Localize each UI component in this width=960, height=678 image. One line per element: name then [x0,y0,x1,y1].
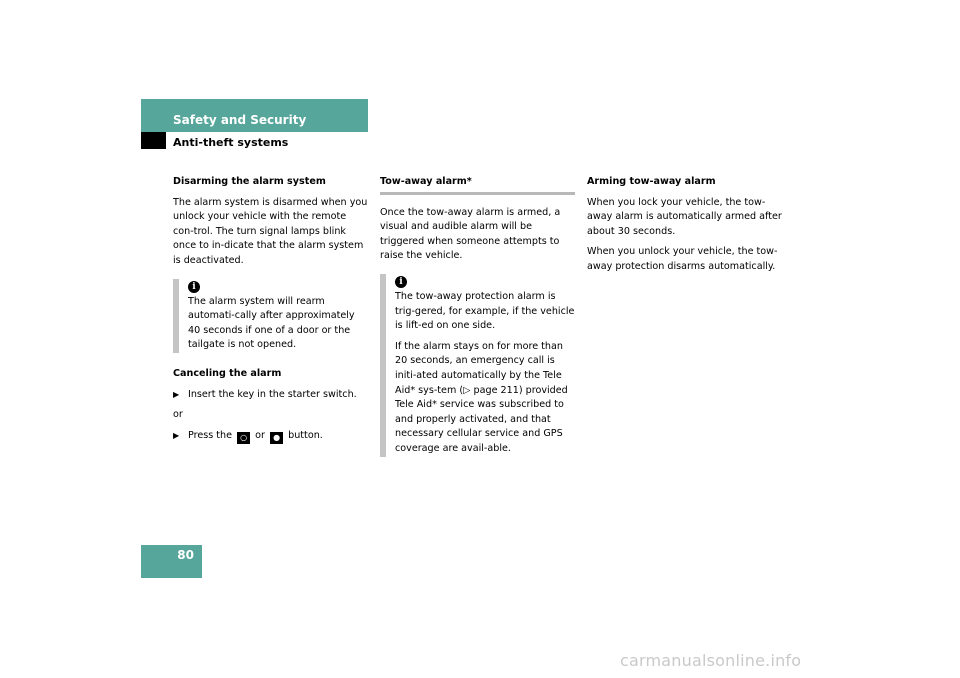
para-arming-1: When you lock your vehicle, the tow-away alarm is automatically armed after about 30 seconds. [587,196,782,237]
list-item [173,429,368,444]
para-tow-away: Once the tow-away alarm is armed, a visual and audible alarm will be triggered when someone attempts to raise the vehicle. [380,206,561,262]
bullet-mid: or [255,429,265,441]
note-text: The tow-away protection alarm is trig-gered, for example, if the vehicle is lift-ed on one side. [395,290,575,332]
note-bar [380,274,386,457]
info-note [173,279,368,353]
heading-canceling: Canceling the alarm [173,367,282,379]
bullet-text: Insert the key in the starter switch. [188,388,357,400]
bullet-prefix: Press the [188,429,233,441]
lock-key-icon: ● [270,432,283,444]
unlock-key-icon: ○ [237,432,250,444]
heading-disarming: Disarming the alarm system [173,176,326,187]
para-disarming: The alarm system is disarmed when you unlock your vehicle with the remote con-trol. The turn signal lamps blink once to in-dicate that the alarm system is deactivated. [173,196,368,266]
section-title: Safety and Security [173,113,307,127]
note-bar [173,279,179,353]
section-marker [141,132,166,149]
para-arming-2: When you unlock your vehicle, the tow-away protection disarms automatically. [587,246,778,272]
heading-arming: Arming tow-away alarm [587,176,716,187]
info-icon: i [188,281,200,293]
note-text: The alarm system will rearm automati-cally after approximately 40 seconds if one of a door or the tailgate is not opened. [188,295,355,351]
page-number: 80 [177,548,194,562]
watermark: carmanualsonline.info [620,651,802,670]
column-2 [380,175,575,471]
column-1 [173,175,368,450]
page-subtitle: Anti-theft systems [173,136,289,149]
info-note [380,274,575,457]
bullet-triangle-icon: ▶ [173,389,180,399]
heading-tow-away: Tow-away alarm* [380,176,472,187]
bullet-text [188,429,323,444]
bullet-triangle-icon: ▶ [173,430,180,440]
bullet-suffix: button. [288,429,323,441]
heading-rule [380,192,575,195]
list-item [173,388,368,403]
info-icon: i [395,276,407,288]
note-text: If the alarm stays on for more than 20 seconds, an emergency call is initi-ated automatically by the Tele Aid* sys-tem (▷ page 211) provided Tele Aid* service was subscribed to and properly activated, and that necessary cellular service and GPS coverage are avail-able. [395,340,568,454]
column-3 [587,175,782,281]
or-text: or [173,409,183,421]
